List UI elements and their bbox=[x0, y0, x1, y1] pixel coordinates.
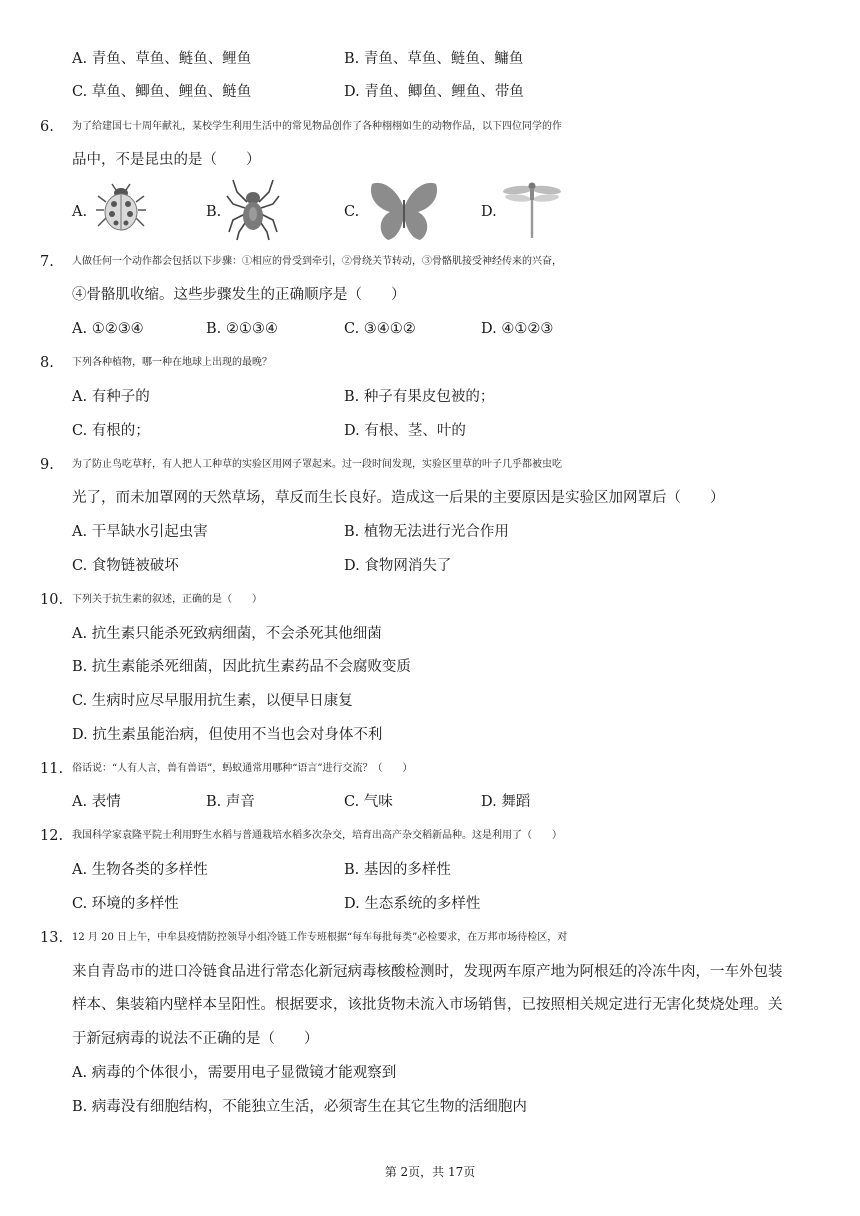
q8-option-b: B. 种子有果皮包被的； bbox=[344, 389, 495, 405]
q9-number: 9. bbox=[40, 457, 54, 473]
q7-number: 7. bbox=[40, 254, 54, 270]
q12-option-b: B. 基因的多样性 bbox=[344, 862, 451, 878]
q7-option-b: B. ②①③④ bbox=[206, 321, 278, 337]
q7-option-d: D. ④①②③ bbox=[481, 321, 554, 337]
q12-number: 12. bbox=[40, 828, 64, 844]
q5-option-a: A. 青鱼、草鱼、鲢鱼、鲤鱼 bbox=[72, 51, 252, 67]
q5-option-d: D. 青鱼、鲫鱼、鲤鱼、带鱼 bbox=[344, 84, 524, 100]
butterfly-icon bbox=[368, 178, 440, 248]
q11-option-c: C. 气味 bbox=[344, 794, 393, 810]
q9-stem-line2: 光了，而未加罩网的天然草场，草反而生长良好。造成这一后果的主要原因是实验区加网罩后（ ） bbox=[72, 490, 725, 506]
q8-option-a: A. 有种子的 bbox=[72, 389, 150, 405]
q6-number: 6. bbox=[40, 119, 54, 135]
q12-stem: 我国科学家袁隆平院士利用野生水稻与普通栽培水稻多次杂交，培育出高产杂交稻新品种。这是利用了（ ） bbox=[72, 830, 562, 841]
q11-option-a: A. 表情 bbox=[72, 794, 121, 810]
ladybug-icon bbox=[94, 182, 148, 240]
q7-option-a: A. ①②③④ bbox=[72, 321, 144, 337]
q12-option-d: D. 生态系统的多样性 bbox=[344, 896, 481, 912]
q7-option-c: C. ③④①② bbox=[344, 321, 416, 337]
q13-stem-line4: 于新冠病毒的说法不正确的是（ ） bbox=[72, 1031, 319, 1047]
q9-option-b: B. 植物无法进行光合作用 bbox=[344, 524, 509, 540]
q10-option-a: A. 抗生素只能杀死致病细菌，不会杀死其他细菌 bbox=[72, 626, 382, 642]
q6-option-d-label: D. bbox=[481, 204, 497, 220]
q6-option-a-label: A. bbox=[72, 204, 88, 220]
q6-stem-line1: 为了给建国七十周年献礼，某校学生利用生活中的常见物品创作了各种栩栩如生的动物作品，以下四位同学的作 bbox=[72, 121, 562, 132]
q6-stem-line2: 品中，不是昆虫的是（ ） bbox=[72, 152, 261, 168]
q10-stem: 下列关于抗生素的叙述，正确的是（ ） bbox=[72, 594, 262, 605]
q11-option-d: D. 舞蹈 bbox=[481, 794, 531, 810]
q11-option-b: B. 声音 bbox=[206, 794, 255, 810]
q10-option-d: D. 抗生素虽能治病，但使用不当也会对身体不利 bbox=[72, 727, 383, 743]
q8-option-d: D. 有根、茎、叶的 bbox=[344, 423, 466, 439]
q10-number: 10. bbox=[40, 592, 64, 608]
q13-number: 13. bbox=[40, 930, 64, 946]
spider-icon bbox=[225, 176, 281, 246]
q5-option-b: B. 青鱼、草鱼、鲢鱼、鳙鱼 bbox=[344, 51, 524, 67]
q9-option-a: A. 干旱缺水引起虫害 bbox=[72, 524, 208, 540]
q8-number: 8. bbox=[40, 355, 54, 371]
q10-option-c: C. 生病时应尽早服用抗生素，以便早日康复 bbox=[72, 693, 353, 709]
q11-stem: 俗话说：“人有人言，兽有兽语”，蚂蚁通常用哪种“语言”进行交流？（ ） bbox=[72, 763, 413, 774]
q10-option-b: B. 抗生素能杀死细菌，因此抗生素药品不会腐败变质 bbox=[72, 659, 411, 675]
q7-stem-line1: 人做任何一个动作都会包括以下步骤：①相应的骨受到牵引，②骨绕关节转动，③骨骼肌接受神经传来的兴奋， bbox=[72, 256, 562, 267]
q9-option-c: C. 食物链被破坏 bbox=[72, 558, 179, 574]
q5-option-c: C. 草鱼、鲫鱼、鲤鱼、鲢鱼 bbox=[72, 84, 252, 100]
q11-number: 11. bbox=[40, 761, 64, 777]
q6-option-c-label: C. bbox=[344, 204, 360, 220]
q8-option-c: C. 有根的； bbox=[72, 423, 150, 439]
q9-stem-line1: 为了防止鸟吃草籽，有人把人工种草的实验区用网子罩起来。过一段时间发现，实验区里草的叶子几乎都被虫吃 bbox=[72, 459, 562, 470]
q6-option-b-label: B. bbox=[206, 204, 222, 220]
q9-option-d: D. 食物网消失了 bbox=[344, 558, 452, 574]
q7-stem-line2: ④骨骼肌收缩。这些步骤发生的正确顺序是（ ） bbox=[72, 287, 406, 303]
q12-option-a: A. 生物各类的多样性 bbox=[72, 862, 208, 878]
q13-option-a: A. 病毒的个体很小，需要用电子显微镜才能观察到 bbox=[72, 1065, 397, 1081]
q13-option-b: B. 病毒没有细胞结构，不能独立生活，必须寄生在其它生物的活细胞内 bbox=[72, 1099, 527, 1115]
page-footer: 第 2页，共 17页 bbox=[384, 1165, 476, 1179]
q13-stem-line2: 来自青岛市的进口冷链食品进行常态化新冠病毒核酸检测时，发现两车原产地为阿根廷的冷冻牛肉，一车外包装 bbox=[72, 964, 783, 980]
q13-stem-line1: 12 月 20 日上午，中牟县疫情防控领导小组冷链工作专班根据“每车每批每类”必检要求，在万邦市场待检区，对 bbox=[72, 932, 568, 943]
q13-stem-line3: 样本、集装箱内壁样本呈阳性。根据要求，该批货物未流入市场销售，已按照相关规定进行无害化焚烧处理。关 bbox=[72, 997, 783, 1013]
dragonfly-icon bbox=[500, 178, 564, 246]
q12-option-c: C. 环境的多样性 bbox=[72, 896, 179, 912]
q8-stem: 下列各种植物，哪一种在地球上出现的最晚？ bbox=[72, 357, 272, 368]
